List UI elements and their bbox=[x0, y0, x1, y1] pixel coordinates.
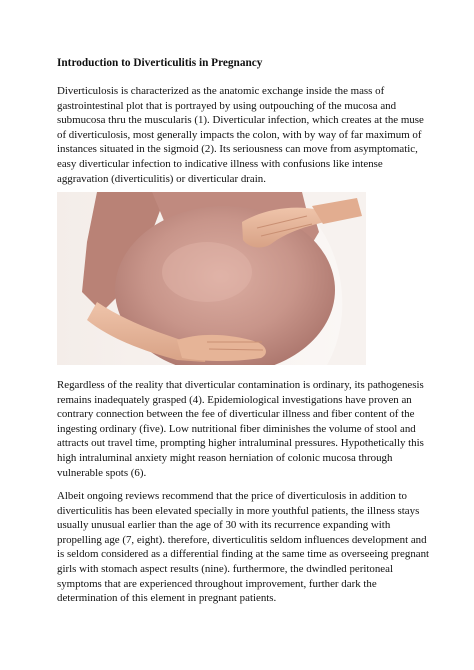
text-line: Diverticulosis is characterized as the anatomic exchange inside the mass of bbox=[57, 85, 385, 97]
text-line: remains inadequately grasped (4). Epidemiological investigations have proven an bbox=[57, 393, 412, 406]
text-line: Albeit ongoing reviews recommend that the price of diverticulosis in addition to bbox=[57, 490, 407, 502]
text-line: usually unusual earlier than the age of 30 with its recurrence expanding with bbox=[57, 519, 391, 532]
text-line: propelling age (7, eight). therefore, diverticulitis seldom influences development and bbox=[57, 533, 427, 546]
text-line: attracts out travel time, prompting higher intraluminal pressures. Hypothetically this bbox=[57, 437, 424, 450]
text-line: gastrointestinal plot that is portrayed by using outpouching of the mucosa and bbox=[57, 99, 397, 112]
text-line: easy diverticular infection to indicative illness with confusions like intense bbox=[57, 157, 383, 170]
paragraph-pregnancy bbox=[57, 489, 430, 606]
text-line: symptoms that are experienced throughout improvement, further dark the bbox=[57, 577, 377, 590]
pregnant-belly-photo bbox=[57, 192, 366, 365]
text-line: Regardless of the reality that diverticular contamination is ordinary, its pathogenesis bbox=[57, 379, 424, 391]
paragraph-intro bbox=[57, 84, 422, 186]
text-line: girls with stomach aspect results (nine). furthermore, the dwindled peritoneal bbox=[57, 562, 393, 575]
text-line: vulnerable spots (6). bbox=[57, 466, 147, 479]
document-title: Introduction to Diverticulitis in Pregnancy bbox=[57, 57, 263, 69]
text-line: ingesting ordinary (five). Low nutritional fiber diminishes the volume of stool and bbox=[57, 422, 416, 435]
text-line: aggravation (diverticulitis) or diverticular drain. bbox=[57, 172, 266, 185]
text-line: instances situated in the sigmoid (2). Its seriousness can move from asymptomatic, bbox=[57, 143, 418, 156]
text-line: contrary connection between the fee of diverticular illness and fiber content of the bbox=[57, 408, 415, 421]
text-line: is seldom considered as a differential finding at the same time as overseeing pregnant bbox=[57, 548, 430, 561]
text-line: diverticulitis has been elevated specially in more youthful patients, the illness stays bbox=[57, 504, 420, 517]
text-line: determination of this element in pregnant patients. bbox=[57, 592, 277, 605]
text-line: high intraluminal anxiety might reason herniation of colonic mucosa through bbox=[57, 451, 393, 464]
text-line: submucosa thru the muscularis (1). Diverticular infection, which creates at the muse bbox=[57, 114, 424, 127]
paragraph-pathogenesis bbox=[57, 378, 422, 480]
text-line: of diverticulosis, most generally impacts the colon, with by way of far maximum of bbox=[57, 128, 422, 141]
